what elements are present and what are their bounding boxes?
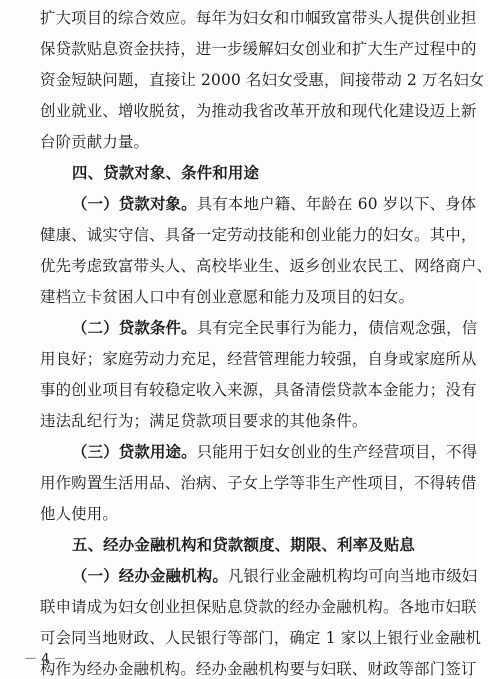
line-text: 创业就业、增收脱贫，为推动我省改革开放和现代化建设迈上新 [40,102,477,120]
line-text: 只能用于妇女创业的生产经营项目，不得 [196,443,478,461]
line-text: 具有本地户籍、年龄在 60 岁以下、身体 [196,195,477,213]
line-text: 建档立卡贫困人口中有创业意愿和能力及项目的妇女。 [40,288,415,306]
paragraph-line [40,411,452,431]
paragraph-line [72,442,478,462]
paragraph-line [40,256,492,276]
heading-text: 四、贷款对象、条件和用途 [72,164,260,182]
paragraph-line [72,194,477,214]
line-text: 健康、诚实守信、具备一定劳动技能和创业能力的妇女。其中， [40,226,477,244]
heading-text: 五、经办金融机构和贷款额度、期限、利率及贴息 [72,536,415,554]
line-text: 资金短缺问题，直接让 2000 名妇女受惠，间接带动 2 万名妇女 [40,71,485,89]
line-text: 具有完全民事行为能力，债信观念强，信 [196,319,478,337]
paragraph-line [40,225,477,245]
section-heading-5 [72,535,452,555]
line-text: 联申请成为妇女创业担保贴息贷款的经办金融机构。各地市妇联 [40,598,477,616]
section-heading-4 [72,163,484,183]
paragraph-line [40,473,477,493]
paragraph-line [72,566,478,586]
paragraph-line [40,287,452,307]
line-text: 构作为经办金融机构。经办金融机构要与妇联、财政等部门签订 [40,660,477,678]
paragraph-line [40,39,477,59]
page-number [24,652,67,668]
line-text: 保贷款贴息资金扶持，进一步缓解妇女创业和扩大生产过程中的 [40,40,477,58]
line-text: 用良好；家庭劳动力充足，经营管理能力较强，自身或家庭所从 [40,350,477,368]
line-text: 可会同当地财政、人民银行等部门，确定 1 家以上银行业金融机 [40,629,482,647]
page-number-text: － 4 － [24,652,67,667]
paragraph-line [40,132,452,152]
paragraph-line [40,597,477,617]
subsection-lead: （三）贷款用途。 [72,443,197,461]
subsection-lead: （二）贷款条件。 [72,319,197,337]
paragraph-line [40,628,482,648]
paragraph-line [40,8,477,28]
paragraph-line [40,349,477,369]
line-text: 违法乱纪行为；满足贷款项目要求的其他条件。 [40,412,368,430]
paragraph-line [40,70,485,90]
line-text: 凡银行业金融机构均可向当地市级妇 [227,567,478,585]
subsection-lead: （一）经办金融机构。 [72,567,228,585]
paragraph-line [40,504,452,524]
line-text: 台阶贡献力量。 [40,133,150,151]
line-text: 扩大项目的综合效应。每年为妇女和巾帼致富带头人提供创业担 [40,9,477,27]
line-text: 他人使用。 [40,505,118,523]
paragraph-line [40,101,477,121]
subsection-lead: （一）贷款对象。 [72,195,197,213]
paragraph-line [72,318,478,338]
paragraph-line [40,659,477,678]
line-text: 事的创业项目有较稳定收入来源，具备清偿贷款本金能力；没有 [40,381,477,399]
line-text: 优先考虑致富带头人、高校毕业生、返乡创业农民工、网络商户、 [40,257,492,275]
line-text: 用作购置生活用品、治病、子女上学等非生产性项目，不得转借 [40,474,477,492]
paragraph-line [40,380,477,400]
